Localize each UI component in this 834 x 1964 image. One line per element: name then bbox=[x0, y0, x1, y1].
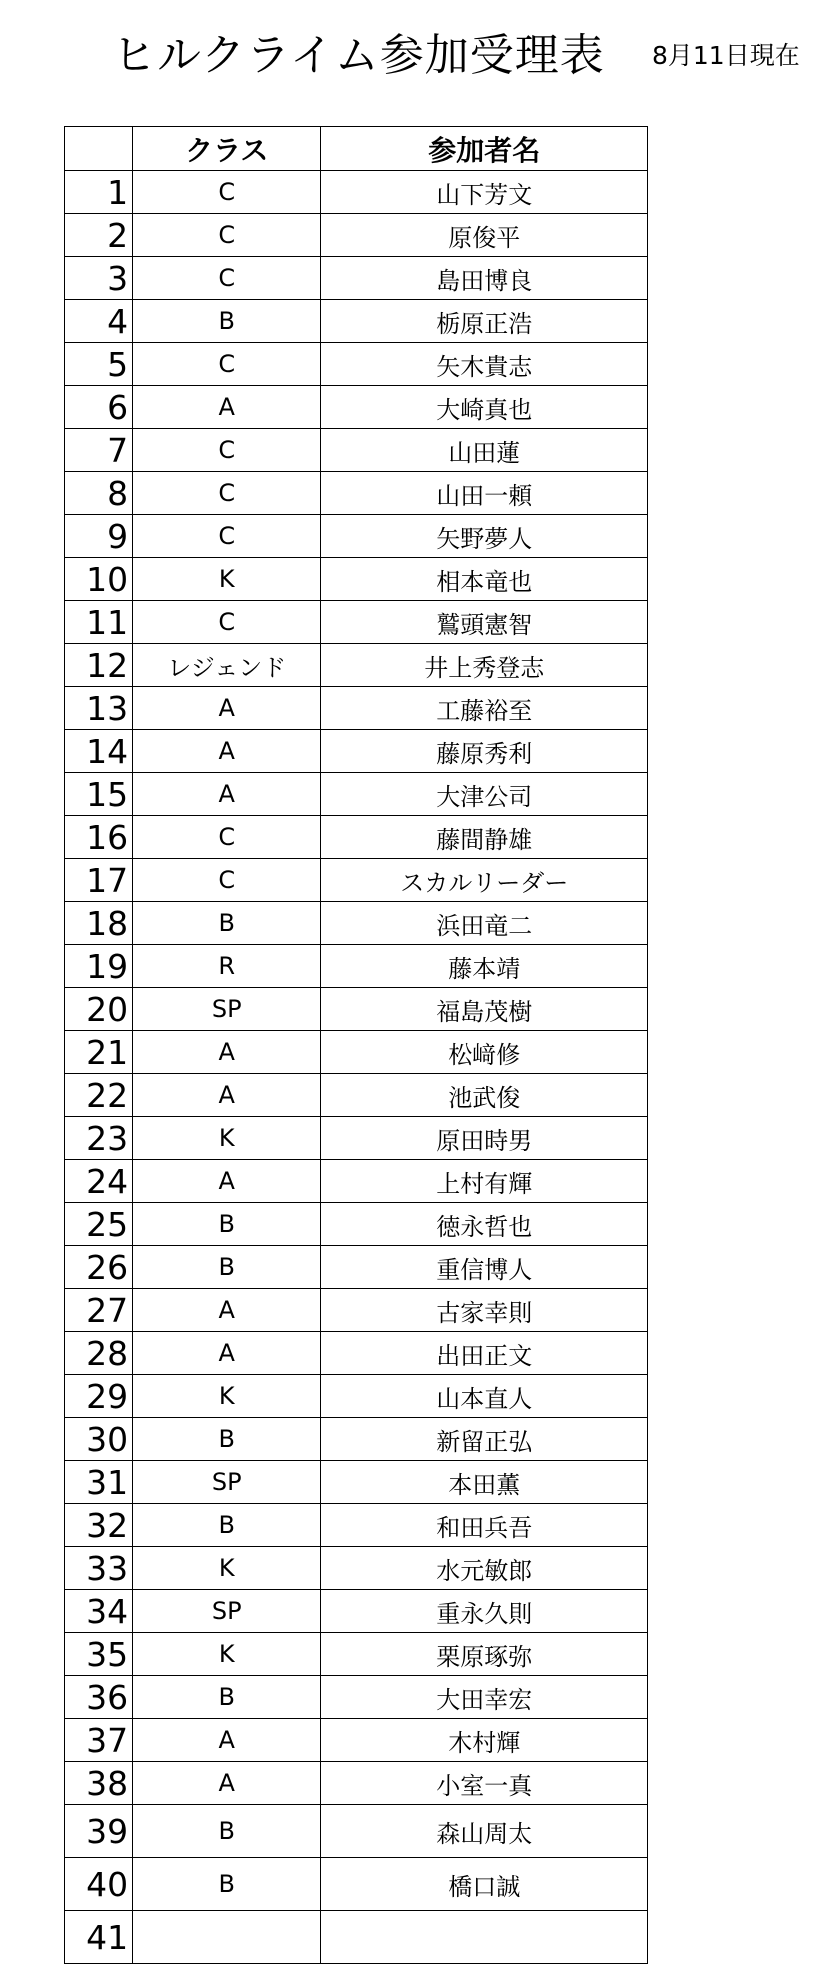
row-number: 5 bbox=[65, 343, 133, 386]
row-number: 19 bbox=[65, 945, 133, 988]
row-participant-name: 原田時男 bbox=[321, 1117, 648, 1160]
header-number bbox=[65, 127, 133, 171]
row-number: 8 bbox=[65, 472, 133, 515]
row-class: C bbox=[133, 859, 321, 902]
row-class: K bbox=[133, 1375, 321, 1418]
table-row bbox=[65, 859, 648, 902]
table-row bbox=[65, 515, 648, 558]
row-number: 7 bbox=[65, 429, 133, 472]
row-class: A bbox=[133, 1719, 321, 1762]
row-participant-name: 池武俊 bbox=[321, 1074, 648, 1117]
row-participant-name bbox=[321, 1911, 648, 1964]
row-participant-name: 藤間静雄 bbox=[321, 816, 648, 859]
row-participant-name: 矢木貴志 bbox=[321, 343, 648, 386]
row-class: A bbox=[133, 1332, 321, 1375]
table-row bbox=[65, 300, 648, 343]
row-class: A bbox=[133, 773, 321, 816]
table-row bbox=[65, 1117, 648, 1160]
row-number: 12 bbox=[65, 644, 133, 687]
table-row bbox=[65, 1676, 648, 1719]
row-number: 27 bbox=[65, 1289, 133, 1332]
row-number: 6 bbox=[65, 386, 133, 429]
row-participant-name: 鷲頭憲智 bbox=[321, 601, 648, 644]
row-class: K bbox=[133, 1547, 321, 1590]
row-class: C bbox=[133, 257, 321, 300]
row-class: C bbox=[133, 214, 321, 257]
row-class: B bbox=[133, 902, 321, 945]
row-class: A bbox=[133, 687, 321, 730]
row-number: 14 bbox=[65, 730, 133, 773]
row-number: 22 bbox=[65, 1074, 133, 1117]
row-participant-name: 浜田竜二 bbox=[321, 902, 648, 945]
row-number: 39 bbox=[65, 1805, 133, 1858]
row-number: 21 bbox=[65, 1031, 133, 1074]
table-row bbox=[65, 1074, 648, 1117]
table-row bbox=[65, 1547, 648, 1590]
row-class: C bbox=[133, 472, 321, 515]
row-participant-name: 原俊平 bbox=[321, 214, 648, 257]
table-row bbox=[65, 1289, 648, 1332]
row-number: 30 bbox=[65, 1418, 133, 1461]
table-row bbox=[65, 386, 648, 429]
row-class: SP bbox=[133, 1590, 321, 1633]
row-participant-name: 重信博人 bbox=[321, 1246, 648, 1289]
row-number: 31 bbox=[65, 1461, 133, 1504]
row-class: A bbox=[133, 1762, 321, 1805]
row-participant-name: 本田薫 bbox=[321, 1461, 648, 1504]
row-number: 10 bbox=[65, 558, 133, 601]
row-class: R bbox=[133, 945, 321, 988]
row-class: K bbox=[133, 1633, 321, 1676]
row-participant-name: 大田幸宏 bbox=[321, 1676, 648, 1719]
row-class: A bbox=[133, 1031, 321, 1074]
row-number: 16 bbox=[65, 816, 133, 859]
row-number: 34 bbox=[65, 1590, 133, 1633]
row-number: 36 bbox=[65, 1676, 133, 1719]
row-participant-name: 出田正文 bbox=[321, 1332, 648, 1375]
table-row bbox=[65, 902, 648, 945]
row-participant-name: 大崎真也 bbox=[321, 386, 648, 429]
row-number: 18 bbox=[65, 902, 133, 945]
row-number: 35 bbox=[65, 1633, 133, 1676]
row-number: 13 bbox=[65, 687, 133, 730]
table-row bbox=[65, 816, 648, 859]
row-participant-name: 工藤裕至 bbox=[321, 687, 648, 730]
table-row bbox=[65, 773, 648, 816]
row-number: 2 bbox=[65, 214, 133, 257]
row-participant-name: 島田博良 bbox=[321, 257, 648, 300]
row-number: 32 bbox=[65, 1504, 133, 1547]
row-number: 23 bbox=[65, 1117, 133, 1160]
table-row bbox=[65, 945, 648, 988]
header-class: クラス bbox=[133, 127, 321, 171]
table-row bbox=[65, 1332, 648, 1375]
table-body bbox=[65, 171, 648, 1964]
row-class: SP bbox=[133, 988, 321, 1031]
row-class bbox=[133, 1911, 321, 1964]
row-class: B bbox=[133, 1858, 321, 1911]
row-class: B bbox=[133, 1246, 321, 1289]
row-participant-name: 藤本靖 bbox=[321, 945, 648, 988]
row-number: 1 bbox=[65, 171, 133, 214]
table-row bbox=[65, 1418, 648, 1461]
row-participant-name: 水元敏郎 bbox=[321, 1547, 648, 1590]
table-row bbox=[65, 1805, 648, 1858]
row-participant-name: 古家幸則 bbox=[321, 1289, 648, 1332]
row-number: 11 bbox=[65, 601, 133, 644]
row-number: 20 bbox=[65, 988, 133, 1031]
row-participant-name: 山田蓮 bbox=[321, 429, 648, 472]
row-class: C bbox=[133, 171, 321, 214]
row-participant-name: 栃原正浩 bbox=[321, 300, 648, 343]
row-participant-name: 重永久則 bbox=[321, 1590, 648, 1633]
table-row bbox=[65, 601, 648, 644]
row-number: 4 bbox=[65, 300, 133, 343]
row-class: A bbox=[133, 386, 321, 429]
row-participant-name: 山田一頼 bbox=[321, 472, 648, 515]
row-class: B bbox=[133, 1676, 321, 1719]
row-class: B bbox=[133, 300, 321, 343]
row-participant-name: 矢野夢人 bbox=[321, 515, 648, 558]
row-class: A bbox=[133, 1074, 321, 1117]
table-row bbox=[65, 1203, 648, 1246]
table-row bbox=[65, 1160, 648, 1203]
table-row bbox=[65, 343, 648, 386]
row-participant-name: スカルリーダー bbox=[321, 859, 648, 902]
row-class: B bbox=[133, 1805, 321, 1858]
row-class: C bbox=[133, 343, 321, 386]
row-participant-name: 新留正弘 bbox=[321, 1418, 648, 1461]
row-class: B bbox=[133, 1504, 321, 1547]
row-participant-name: 和田兵吾 bbox=[321, 1504, 648, 1547]
row-participant-name: 小室一真 bbox=[321, 1762, 648, 1805]
row-number: 15 bbox=[65, 773, 133, 816]
row-class: B bbox=[133, 1203, 321, 1246]
table-row bbox=[65, 171, 648, 214]
row-number: 26 bbox=[65, 1246, 133, 1289]
row-participant-name: 木村輝 bbox=[321, 1719, 648, 1762]
row-number: 37 bbox=[65, 1719, 133, 1762]
row-class: K bbox=[133, 1117, 321, 1160]
table-row bbox=[65, 1246, 648, 1289]
row-number: 28 bbox=[65, 1332, 133, 1375]
header-participant: 参加者名 bbox=[321, 127, 648, 171]
table-row bbox=[65, 1031, 648, 1074]
table-row bbox=[65, 1719, 648, 1762]
row-participant-name: 井上秀登志 bbox=[321, 644, 648, 687]
row-participant-name: 松﨑修 bbox=[321, 1031, 648, 1074]
row-class: C bbox=[133, 601, 321, 644]
table-row bbox=[65, 1911, 648, 1964]
table-row bbox=[65, 558, 648, 601]
table-row bbox=[65, 429, 648, 472]
row-class: C bbox=[133, 816, 321, 859]
row-number: 25 bbox=[65, 1203, 133, 1246]
page-title: ヒルクライム参加受理表 bbox=[112, 30, 605, 81]
date-label: 8月11日現在 bbox=[652, 41, 800, 70]
row-number: 17 bbox=[65, 859, 133, 902]
row-participant-name: 森山周太 bbox=[321, 1805, 648, 1858]
row-number: 38 bbox=[65, 1762, 133, 1805]
row-class: A bbox=[133, 1289, 321, 1332]
table-row bbox=[65, 257, 648, 300]
row-class: SP bbox=[133, 1461, 321, 1504]
table-row bbox=[65, 1633, 648, 1676]
row-participant-name: 山下芳文 bbox=[321, 171, 648, 214]
row-class: レジェンド bbox=[133, 644, 321, 687]
entry-table bbox=[64, 126, 648, 1964]
table-row bbox=[65, 472, 648, 515]
table-row bbox=[65, 214, 648, 257]
row-number: 29 bbox=[65, 1375, 133, 1418]
row-number: 3 bbox=[65, 257, 133, 300]
header-row bbox=[65, 127, 648, 171]
table-row bbox=[65, 1461, 648, 1504]
row-participant-name: 徳永哲也 bbox=[321, 1203, 648, 1246]
row-participant-name: 相本竜也 bbox=[321, 558, 648, 601]
table-row bbox=[65, 1762, 648, 1805]
table-row bbox=[65, 687, 648, 730]
table-row bbox=[65, 1590, 648, 1633]
row-class: A bbox=[133, 1160, 321, 1203]
row-class: C bbox=[133, 515, 321, 558]
table-row bbox=[65, 730, 648, 773]
row-participant-name: 栗原琢弥 bbox=[321, 1633, 648, 1676]
table-row bbox=[65, 988, 648, 1031]
row-number: 33 bbox=[65, 1547, 133, 1590]
row-number: 24 bbox=[65, 1160, 133, 1203]
table-row bbox=[65, 1504, 648, 1547]
row-class: B bbox=[133, 1418, 321, 1461]
table-row bbox=[65, 644, 648, 687]
row-participant-name: 藤原秀利 bbox=[321, 730, 648, 773]
row-participant-name: 山本直人 bbox=[321, 1375, 648, 1418]
row-number: 40 bbox=[65, 1858, 133, 1911]
row-participant-name: 大津公司 bbox=[321, 773, 648, 816]
row-class: K bbox=[133, 558, 321, 601]
row-class: A bbox=[133, 730, 321, 773]
row-participant-name: 橋口誠 bbox=[321, 1858, 648, 1911]
row-class: C bbox=[133, 429, 321, 472]
row-participant-name: 福島茂樹 bbox=[321, 988, 648, 1031]
row-participant-name: 上村有輝 bbox=[321, 1160, 648, 1203]
table-row bbox=[65, 1375, 648, 1418]
table-row bbox=[65, 1858, 648, 1911]
row-number: 41 bbox=[65, 1911, 133, 1964]
row-number: 9 bbox=[65, 515, 133, 558]
